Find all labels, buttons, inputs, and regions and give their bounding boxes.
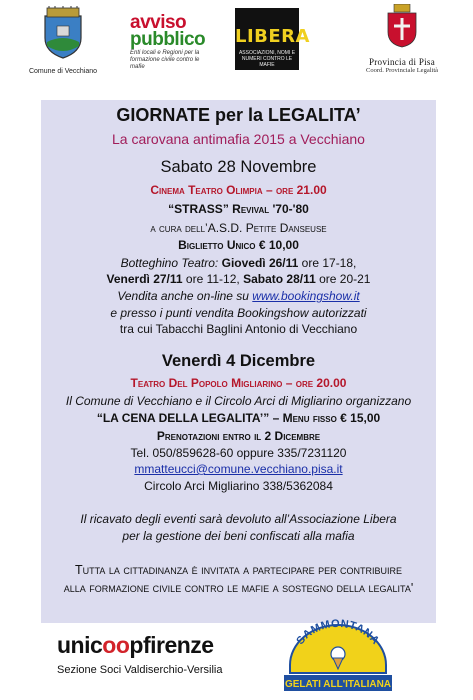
avviso-subtitle: Enti locali e Regioni per la formazione civile contro le mafie	[130, 50, 200, 70]
event2-heading: Venerdì 4 Dicembre	[161, 352, 316, 370]
page-title: GIORNATE per la LEGALITA’	[116, 105, 361, 125]
event1-box-office-line1: Botteghino Teatro: Giovedì 26/11 ore 17-18,	[120, 256, 357, 270]
event1-box-office-line2: Venerdì 27/11 ore 11-12, Sabato 28/11 ore 20-21	[106, 272, 371, 286]
event1-online: Vendita anche on-line su www.bookingshow.it	[117, 289, 360, 303]
avviso-pubblico-logo	[130, 14, 210, 71]
libera-subtitle: ASSOCIAZIONI, NOMI E NUMERI CONTRO LE MAFIE	[238, 50, 296, 68]
provincia-crest-icon	[386, 4, 418, 48]
invite-line1: Tutta la cittadinanza è invitata a partecipare per contribuire	[74, 563, 403, 577]
avviso-word: avviso	[130, 12, 187, 33]
event1-show: “STRASS” Revival '70-'80	[168, 202, 309, 216]
provincia-subtitle: Coord. Provinciale Legalità	[365, 67, 439, 74]
event-panel	[41, 100, 436, 623]
sammontana-subtitle: GELATI ALL'ITALIANA	[284, 679, 392, 690]
event1-tabacchi: tra cui Tabacchi Baglini Antonio di Vecchiano	[119, 322, 358, 336]
unicoop-subtitle: Sezione Soci Valdiserchio-Versilia	[57, 664, 223, 676]
event2-dinner: “LA CENA DELLA LEGALITA’” – Menu fisso € 15,00	[96, 411, 381, 425]
donation-line1: Il ricavato degli eventi sarà devoluto all’Associazione Libera	[80, 512, 397, 526]
header-logos	[0, 0, 473, 96]
bookingshow-link[interactable]: www.bookingshow.it	[252, 289, 360, 303]
donation-line2: per la gestione dei beni confiscati alla mafia	[122, 529, 355, 543]
vecchiano-caption: Comune di Vecchiano	[28, 68, 98, 75]
event1-venue: Cinema Teatro Olimpia – ore 21.00	[150, 183, 327, 197]
sammontana-name: SAMMONTANA	[294, 619, 382, 648]
libera-logo	[235, 8, 310, 70]
event2-circolo: Circolo Arci Migliarino 338/5362084	[144, 479, 333, 493]
email-link[interactable]: mmatteucci@comune.vecchiano.pisa.it	[134, 462, 343, 476]
event1-ticket: Biglietto Unico € 10,00	[178, 238, 299, 252]
provincia-name: Provincia di Pisa	[368, 57, 436, 67]
vecchiano-logo	[28, 6, 98, 76]
event2-phone: Tel. 050/859628-60 oppure 335/7231120	[130, 446, 347, 460]
pubblico-word: pubblico	[130, 29, 206, 50]
libera-word: LIBERA	[235, 26, 310, 47]
page-subtitle: La carovana antimafia 2015 a Vecchiano	[112, 131, 365, 147]
event2-organizers: Il Comune di Vecchiano e il Circolo Arci di Migliarino organizzano	[65, 394, 412, 408]
event1-heading: Sabato 28 Novembre	[160, 158, 317, 176]
invite-line2: alla formazione civile contro le mafie a sostegno della legalita'	[63, 581, 414, 595]
event2-venue: Teatro Del Popolo Migliarino – ore 20.00	[130, 376, 347, 390]
event2-booking: Prenotazioni entro il 2 Dicembre	[156, 429, 321, 443]
sammontana-logo	[282, 619, 394, 699]
event2-email-line	[41, 462, 436, 476]
event1-points: e presso i punti vendita Bookingshow autorizzati	[110, 306, 367, 320]
unicoop-wordmark: unicoopfirenze	[57, 632, 214, 658]
event1-care: a cura dell’A.S.D. Petite Danseuse	[150, 221, 327, 235]
provincia-pisa-logo	[356, 4, 448, 74]
unicoop-logo	[57, 632, 257, 676]
vecchiano-crest-icon	[41, 6, 85, 60]
